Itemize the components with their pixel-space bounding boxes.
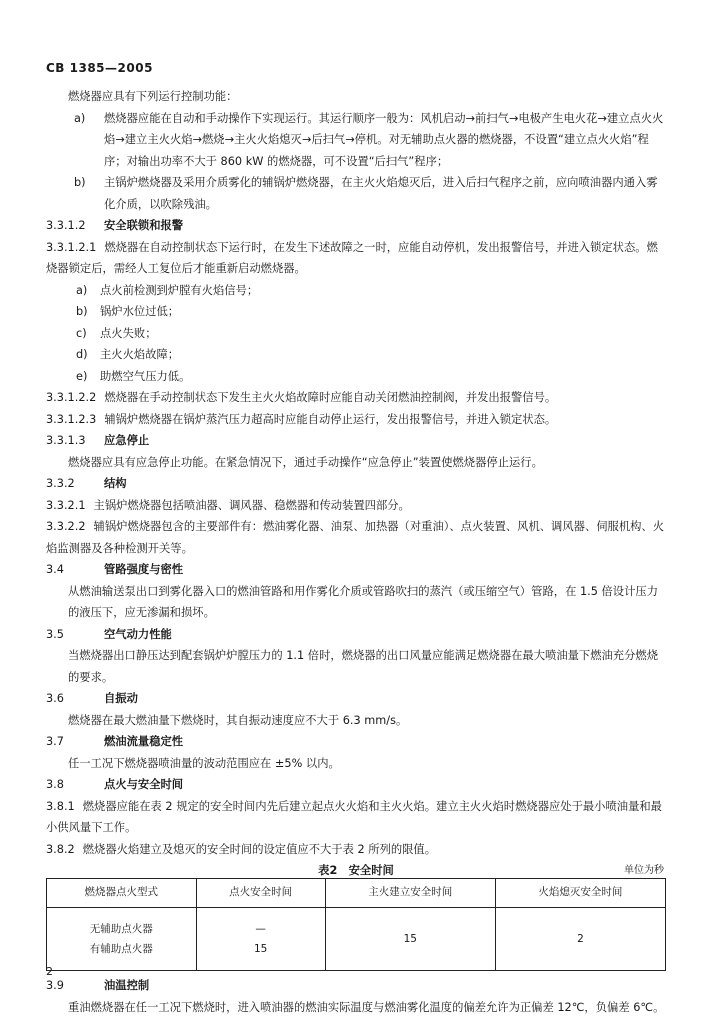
table-header-cell: 主火建立安全时间 — [325, 879, 495, 908]
section-paragraph: 任一工况下燃烧器喷油量的波动范围应在 ±5% 以内。 — [68, 756, 340, 770]
clause-text: 辅锅炉燃烧器包含的主要部件有：燃油雾化器、油泵、加热器（对重油）、点火装置、风机、调风器、伺服机构、火焰监测器及各种检测开关等。 — [46, 520, 665, 555]
clause-text: 辅锅炉燃烧器在锅炉蒸汽压力超高时应能自动停止运行，发出报警信号，并进入锁定状态。 — [104, 412, 557, 426]
section-heading — [46, 688, 666, 710]
list-marker: b) — [76, 305, 88, 318]
cell-line: — — [255, 923, 266, 935]
section-number: 3.6 — [46, 692, 64, 705]
clause-text: 主锅炉燃烧器包括喷油器、调风器、稳燃器和传动装置四部分。 — [93, 498, 410, 512]
list-item — [46, 280, 666, 302]
section-paragraph: 重油燃烧器在任一工况下燃烧时，进入喷油器的燃油实际温度与燃油雾化温度的偏差允许为正偏差 12℃，负偏差 6℃。 — [68, 1000, 665, 1014]
section-title: 安全联锁和报警 — [104, 219, 184, 232]
clause-number: 3.3.2.1 — [46, 498, 86, 512]
section-paragraph: 当燃烧器出口静压达到配套锅炉炉膛压力的 1.1 倍时，燃烧器的出口风量应能满足燃烧器在最大喷油量下燃油充分燃烧的要求。 — [68, 649, 658, 684]
section-number: 3.3.1.3 — [46, 434, 86, 447]
table-caption: 表2 安全时间 — [318, 864, 394, 877]
section-heading — [46, 975, 666, 997]
clause-number: 3.3.1.2.2 — [46, 391, 97, 404]
table-cell-main-flame: 15 — [325, 908, 495, 971]
list-item — [46, 301, 666, 323]
cell-line: 有辅助点火器 — [89, 943, 153, 955]
clause-paragraph — [46, 237, 666, 280]
clause-paragraph — [46, 516, 666, 559]
clause-number: 3.3.1.2.3 — [46, 412, 97, 426]
section-heading — [46, 624, 666, 646]
section-title: 应急停止 — [104, 434, 150, 447]
safety-time-table — [46, 878, 666, 971]
clause-number: 3.8.2 — [46, 842, 75, 856]
clause-paragraph — [46, 387, 666, 409]
clause-number: 3.3.1.2.1 — [46, 240, 97, 254]
cell-line: 15 — [253, 943, 268, 955]
section-heading — [46, 559, 666, 581]
section-number: 3.5 — [46, 627, 64, 641]
list-marker: b) — [74, 176, 86, 189]
section-title: 自振动 — [104, 692, 138, 705]
list-text: 主火火焰故障； — [100, 348, 180, 361]
table-cell-type — [47, 908, 197, 971]
clause-text: 燃烧器在手动控制状态下发生主火火焰故障时应能自动关闭燃油控制阀，并发出报警信号。 — [104, 391, 557, 404]
list-item — [46, 108, 666, 173]
clause-number: 3.3.2.2 — [46, 520, 86, 533]
section-title: 点火与安全时间 — [104, 778, 184, 791]
clause-paragraph — [46, 796, 666, 839]
clause-text: 燃烧器火焰建立及熄灭的安全时间的设定值应不大于表 2 所列的限值。 — [82, 842, 437, 856]
table-cell-extinguish: 2 — [495, 908, 665, 971]
list-item — [46, 323, 666, 345]
clause-paragraph — [46, 409, 666, 431]
list-item — [46, 344, 666, 366]
list-marker: e) — [76, 369, 88, 383]
list-item — [46, 172, 666, 215]
list-item — [46, 366, 666, 388]
section-heading — [46, 473, 666, 495]
section-number: 3.9 — [46, 979, 64, 992]
section-title: 空气动力性能 — [104, 627, 172, 641]
table-header-row — [47, 879, 666, 908]
clause-text: 燃烧器在自动控制状态下运行时，在发生下述故障之一时，应能自动停机，发出报警信号，并进入锁定状态。燃烧器锁定后，需经人工复位后才能重新启动燃烧器。 — [46, 240, 658, 275]
section-heading — [46, 430, 666, 452]
list-marker: a) — [74, 111, 86, 125]
clause-number: 3.8.1 — [46, 799, 75, 813]
section-title: 油温控制 — [104, 979, 150, 992]
section-title: 燃油流量稳定性 — [104, 735, 184, 748]
table-caption-row — [46, 860, 666, 882]
section-heading — [46, 731, 666, 753]
section-number: 3.8 — [46, 778, 64, 791]
clause-paragraph — [46, 839, 666, 861]
document-body — [46, 86, 666, 1018]
section-number: 3.3.2 — [46, 477, 75, 490]
table-cell-ignition — [196, 908, 325, 971]
section-title: 管路强度与密性 — [104, 563, 184, 576]
list-text: 点火前检测到炉膛有火焰信号； — [100, 283, 259, 297]
list-marker: d) — [76, 348, 88, 361]
list-text: 燃烧器应能在自动和手动操作下实现运行。其运行顺序一般为：风机启动→前扫气→电极产生电火花→建立点火火焰→建立主火火焰→燃烧→主火火焰熄灭→后扫气→停机。对无辅助点火器的燃烧器，不设置“建立点火火焰”程序；对输出功率不大于 860 kW 的燃烧器，可不设置“后扫气”程序； — [104, 111, 664, 168]
section-number: 3.3.1.2 — [46, 219, 86, 232]
section-number: 3.7 — [46, 735, 64, 748]
document-id: CB 1385—2005 — [46, 61, 153, 75]
list-text: 锅炉水位过低； — [100, 305, 180, 318]
section-heading — [46, 774, 666, 796]
clause-paragraph — [46, 495, 666, 517]
list-marker: a) — [76, 283, 88, 297]
list-text: 主锅炉燃烧器及采用介质雾化的辅锅炉燃烧器，在主火火焰熄灭后，进入后扫气程序之前，应向喷油器内通入雾化介质，以吹除残油。 — [104, 176, 658, 211]
section-paragraph: 从燃油输送泵出口到雾化器入口的燃油管路和用作雾化介质或管路吹扫的蒸汽（或压缩空气）管路，在 1.5 倍设计压力的液压下，应无渗漏和损坏。 — [68, 584, 658, 619]
page-number: 2 — [46, 965, 53, 978]
table-header-cell: 点火安全时间 — [196, 879, 325, 908]
clause-text: 燃烧器应能在表 2 规定的安全时间内先后建立起点火火焰和主火火焰。建立主火火焰时燃烧器应处于最小喷油量和最小供风量下工作。 — [46, 799, 662, 834]
list-marker: c) — [76, 326, 87, 340]
section-number: 3.4 — [46, 563, 64, 576]
table-unit: 单位为秒 — [624, 865, 664, 876]
list-text: 点火失败； — [100, 326, 157, 340]
intro-paragraph: 燃烧器应具有下列运行控制功能： — [68, 90, 238, 103]
table-row — [47, 908, 666, 971]
table-header-cell: 火焰熄灭安全时间 — [495, 879, 665, 908]
section-title: 结构 — [104, 477, 127, 490]
section-heading — [46, 215, 666, 237]
list-text: 助燃空气压力低。 — [100, 369, 191, 383]
table-header-cell: 燃烧器点火型式 — [47, 879, 197, 908]
section-paragraph: 燃烧器在最大燃油量下燃烧时，其自振动速度应不大于 6.3 mm/s。 — [68, 713, 408, 727]
cell-line: 无辅助点火器 — [89, 923, 153, 935]
section-paragraph: 燃烧器应具有应急停止功能。在紧急情况下，通过手动操作“应急停止”装置使燃烧器停止运行。 — [68, 455, 543, 469]
